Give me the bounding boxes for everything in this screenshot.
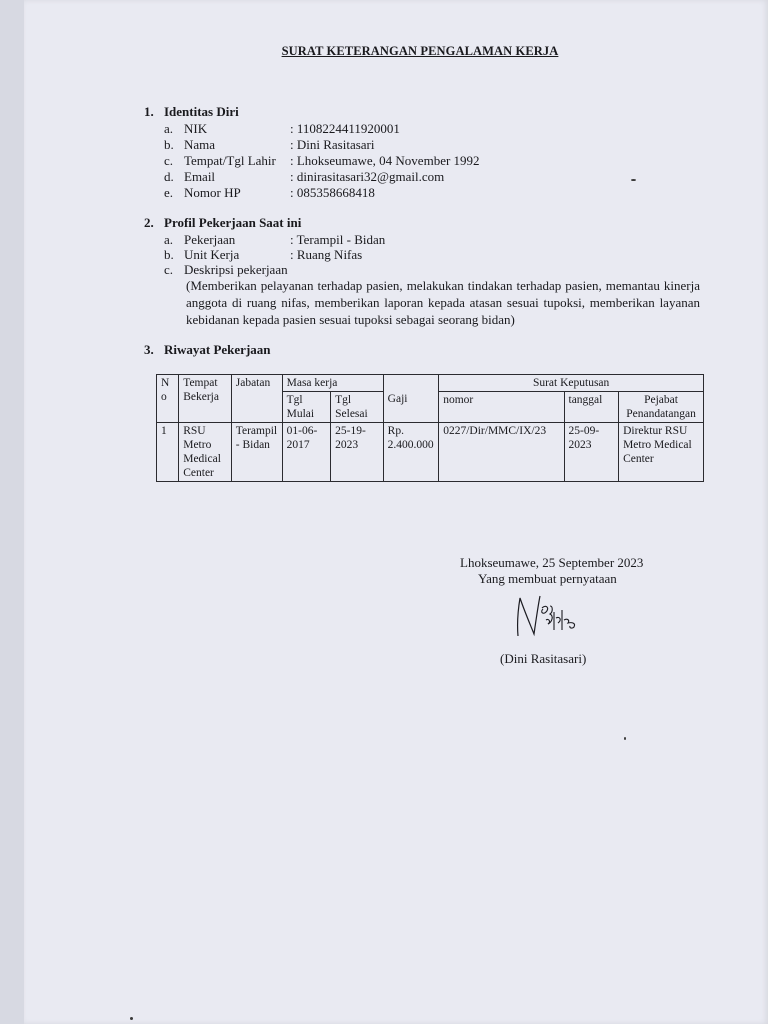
section-number: 3.: [144, 342, 154, 357]
signature-place-date: Lhokseumawe, 25 September 2023: [460, 555, 644, 570]
item-letter: d.: [164, 169, 174, 184]
signature-role: Yang membuat pernyataan: [478, 571, 617, 586]
field-label: NIK: [184, 121, 208, 136]
item-letter: c.: [164, 153, 174, 168]
job-description: (Memberikan pelayanan terhadap pasien, melakukan tindakan terhadap pasien, memantau kinerja anggota di ruang nifas, memberikan laporan kepada atasan sesuai tupoksi, memberikan layanan kebidanan kepada pasien sesuai tupoksi sebagai seorang bidan): [186, 278, 700, 327]
section-number: 1.: [144, 104, 154, 119]
header-pejabat: Pejabat Penandatangan: [619, 392, 704, 423]
header-nomor: nomor: [439, 392, 564, 423]
header-surat-keputusan: Surat Keputusan: [439, 375, 704, 392]
cell-gaji: Rp. 2.400.000: [383, 423, 439, 482]
section-title: Identitas Diri: [164, 104, 239, 119]
item-letter: e.: [164, 185, 174, 200]
signature-name: (Dini Rasitasari): [500, 651, 587, 666]
section-number: 2.: [144, 215, 154, 230]
cell-tempat: RSU Metro Medical Center: [179, 423, 232, 482]
cell-tanggal: 25-09-2023: [564, 423, 619, 482]
field-nama: [164, 137, 375, 152]
field-label: Nomor HP: [184, 185, 241, 200]
field-label: Unit Kerja: [184, 247, 240, 262]
header-gaji: Gaji: [383, 375, 439, 423]
field-label: Pekerjaan: [184, 232, 236, 247]
scan-mark: [624, 737, 626, 740]
header-jabatan: Jabatan: [231, 375, 282, 423]
field-label: Deskripsi pekerjaan: [184, 262, 288, 277]
handwritten-signature: [512, 590, 592, 642]
field-deskripsi: [164, 262, 288, 277]
section-title: Riwayat Pekerjaan: [164, 342, 271, 357]
field-nomor-hp: [164, 185, 375, 200]
document-title: SURAT KETERANGAN PENGALAMAN KERJA: [281, 44, 559, 58]
field-label: Tempat/Tgl Lahir: [184, 153, 276, 168]
field-value: : Terampil - Bidan: [290, 232, 386, 247]
field-tempat-tgl-lahir: [164, 153, 480, 168]
field-label: Nama: [184, 137, 216, 152]
section-riwayat-heading: [144, 342, 271, 358]
header-tgl-selesai: Tgl Selesai: [331, 392, 384, 423]
field-value: : Lhokseumawe, 04 November 1992: [290, 153, 480, 168]
header-tanggal: tanggal: [564, 392, 619, 423]
work-history-table: [156, 374, 704, 482]
field-pekerjaan: [164, 232, 385, 247]
field-value: : dinirasitasari32@gmail.com: [290, 169, 445, 184]
item-letter: a.: [164, 232, 174, 247]
table-header-row: [157, 375, 704, 392]
field-value: : 085358668418: [290, 185, 375, 200]
field-value: : Dini Rasitasari: [290, 137, 375, 152]
cell-tgl-mulai: 01-06-2017: [282, 423, 331, 482]
section-identitas-heading: [144, 104, 239, 120]
header-masa-kerja: Masa kerja: [282, 375, 383, 392]
cell-tgl-selesai: 25-19-2023: [331, 423, 384, 482]
cell-no: 1: [157, 423, 179, 482]
item-letter: a.: [164, 121, 174, 136]
field-email: [164, 169, 444, 184]
scan-mark: [631, 179, 636, 181]
field-unit-kerja: [164, 247, 362, 262]
field-value: : Ruang Nifas: [290, 247, 363, 262]
section-profil-heading: [144, 215, 301, 231]
cell-jabatan: Terampil - Bidan: [231, 423, 282, 482]
section-title: Profil Pekerjaan Saat ini: [164, 215, 302, 230]
header-tempat: Tempat Bekerja: [179, 375, 232, 423]
table-row: [157, 423, 704, 482]
item-letter: c.: [164, 262, 174, 277]
cell-nomor: 0227/Dir/MMC/IX/23: [439, 423, 564, 482]
header-no: N o: [157, 375, 179, 423]
field-label: Email: [184, 169, 216, 184]
item-letter: b.: [164, 247, 174, 262]
field-value: : 1108224411920001: [290, 121, 400, 136]
item-letter: b.: [164, 137, 174, 152]
scan-mark: [130, 1017, 133, 1020]
header-tgl-mulai: Tgl Mulai: [282, 392, 331, 423]
field-nik: [164, 121, 400, 136]
cell-pejabat: Direktur RSU Metro Medical Center: [619, 423, 704, 482]
